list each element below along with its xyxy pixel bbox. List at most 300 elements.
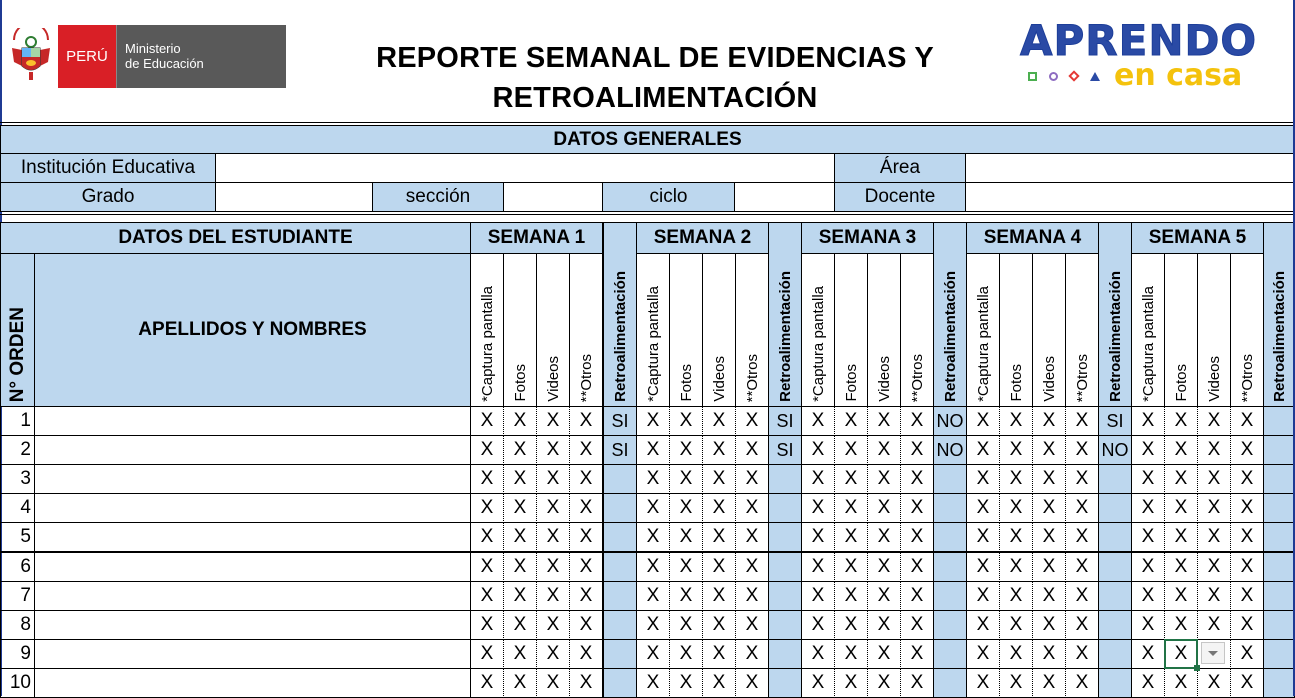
evidence-cell[interactable]: X bbox=[834, 552, 868, 582]
evidence-cell[interactable]: X bbox=[801, 522, 835, 552]
evidence-cell[interactable]: X bbox=[1065, 639, 1099, 669]
evidence-cell[interactable]: X bbox=[867, 493, 901, 523]
evidence-cell[interactable]: X bbox=[569, 522, 603, 552]
evidence-col-label: *Captura pantalla bbox=[644, 286, 662, 402]
retro-cell[interactable] bbox=[603, 581, 637, 611]
student-name-cell[interactable] bbox=[34, 639, 471, 669]
evidence-cell[interactable]: X bbox=[735, 581, 769, 611]
row-number: 4 bbox=[0, 493, 35, 523]
evidence-cell[interactable]: X bbox=[669, 406, 703, 436]
evidence-cell[interactable]: X bbox=[867, 668, 901, 698]
evidence-cell[interactable]: X bbox=[966, 552, 1000, 582]
evidence-cell[interactable]: X bbox=[735, 464, 769, 494]
retro-cell[interactable]: SI bbox=[768, 406, 802, 436]
retro-cell[interactable]: SI bbox=[1098, 406, 1132, 436]
retro-cell[interactable] bbox=[1263, 435, 1295, 465]
evidence-cell[interactable]: X bbox=[900, 435, 934, 465]
evidence-cell[interactable]: X bbox=[735, 552, 769, 582]
evidence-cell[interactable]: X bbox=[867, 522, 901, 552]
retro-cell[interactable] bbox=[1098, 639, 1132, 669]
evidence-cell[interactable]: X bbox=[735, 435, 769, 465]
retro-cell[interactable] bbox=[1098, 610, 1132, 640]
evidence-cell[interactable]: X bbox=[702, 493, 736, 523]
evidence-cell[interactable]: X bbox=[636, 552, 670, 582]
student-name-cell[interactable] bbox=[34, 435, 471, 465]
week-header-3: SEMANA 3 bbox=[801, 222, 934, 254]
evidence-col-header bbox=[702, 253, 736, 407]
evidence-cell[interactable]: X bbox=[669, 581, 703, 611]
evidence-cell[interactable]: X bbox=[1230, 406, 1264, 436]
retro-col-label: Retroalimentación bbox=[1106, 271, 1124, 402]
evidence-cell[interactable]: X bbox=[569, 581, 603, 611]
evidence-cell[interactable]: X bbox=[1164, 464, 1198, 494]
evidence-cell[interactable]: X bbox=[669, 464, 703, 494]
evidence-cell[interactable]: X bbox=[1230, 639, 1264, 669]
evidence-cell[interactable]: X bbox=[1197, 522, 1231, 552]
evidence-cell[interactable]: X bbox=[867, 581, 901, 611]
retro-cell[interactable] bbox=[768, 464, 802, 494]
retro-cell[interactable] bbox=[1263, 668, 1295, 698]
evidence-cell[interactable]: X bbox=[669, 668, 703, 698]
evidence-cell[interactable]: X bbox=[1197, 552, 1231, 582]
evidence-cell[interactable]: X bbox=[636, 668, 670, 698]
retro-cell[interactable] bbox=[1263, 406, 1295, 436]
evidence-cell[interactable]: X bbox=[834, 493, 868, 523]
evidence-cell[interactable]: X bbox=[1032, 493, 1066, 523]
evidence-cell[interactable]: X bbox=[900, 581, 934, 611]
evidence-cell[interactable]: X bbox=[636, 581, 670, 611]
diamond-icon bbox=[1068, 70, 1079, 81]
retro-cell[interactable] bbox=[933, 522, 967, 552]
retro-cell[interactable] bbox=[1098, 464, 1132, 494]
area-input[interactable] bbox=[965, 153, 1295, 183]
student-name-cell[interactable] bbox=[34, 581, 471, 611]
evidence-cell[interactable]: X bbox=[636, 639, 670, 669]
evidence-cell[interactable]: X bbox=[900, 639, 934, 669]
evidence-cell[interactable]: X bbox=[801, 639, 835, 669]
evidence-cell[interactable]: X bbox=[834, 639, 868, 669]
retro-cell[interactable]: SI bbox=[603, 406, 637, 436]
evidence-cell[interactable]: X bbox=[636, 610, 670, 640]
evidence-cell[interactable]: X bbox=[867, 464, 901, 494]
evidence-cell[interactable]: X bbox=[999, 406, 1033, 436]
evidence-cell[interactable]: X bbox=[1131, 581, 1165, 611]
evidence-cell[interactable]: X bbox=[1230, 464, 1264, 494]
evidence-col-header bbox=[900, 253, 934, 407]
evidence-cell[interactable]: X bbox=[1065, 406, 1099, 436]
evidence-cell[interactable]: X bbox=[470, 581, 504, 611]
evidence-cell[interactable]: X bbox=[900, 522, 934, 552]
evidence-cell[interactable]: X bbox=[669, 610, 703, 640]
evidence-cell[interactable]: X bbox=[900, 552, 934, 582]
evidence-cell[interactable]: X bbox=[669, 522, 703, 552]
evidence-cell[interactable]: X bbox=[801, 435, 835, 465]
evidence-cell[interactable]: X bbox=[569, 639, 603, 669]
evidence-col-header bbox=[470, 253, 504, 407]
evidence-cell[interactable]: X bbox=[702, 406, 736, 436]
evidence-cell[interactable]: X bbox=[966, 639, 1000, 669]
evidence-col-header bbox=[735, 253, 769, 407]
evidence-cell[interactable]: X bbox=[669, 435, 703, 465]
evidence-cell[interactable]: X bbox=[636, 522, 670, 552]
divider bbox=[0, 122, 1295, 123]
row-number: 6 bbox=[0, 552, 35, 582]
evidence-cell[interactable]: X bbox=[1065, 435, 1099, 465]
evidence-cell[interactable]: X bbox=[470, 493, 504, 523]
retro-cell[interactable] bbox=[1263, 493, 1295, 523]
evidence-cell[interactable]: X bbox=[1230, 435, 1264, 465]
evidence-cell[interactable]: X bbox=[1065, 522, 1099, 552]
evidence-cell[interactable]: X bbox=[966, 610, 1000, 640]
evidence-cell[interactable]: X bbox=[569, 435, 603, 465]
evidence-cell[interactable]: X bbox=[900, 464, 934, 494]
evidence-cell[interactable]: X bbox=[1164, 435, 1198, 465]
retro-cell[interactable] bbox=[768, 639, 802, 669]
evidence-cell[interactable]: X bbox=[503, 581, 537, 611]
evidence-cell[interactable]: X bbox=[1131, 668, 1165, 698]
evidence-cell[interactable]: X bbox=[966, 493, 1000, 523]
evidence-cell[interactable]: X bbox=[636, 406, 670, 436]
retro-cell[interactable] bbox=[1263, 522, 1295, 552]
evidence-cell[interactable]: X bbox=[999, 522, 1033, 552]
docente-input[interactable] bbox=[965, 182, 1295, 212]
evidence-cell[interactable]: X bbox=[966, 581, 1000, 611]
evidence-cell[interactable]: X bbox=[702, 668, 736, 698]
evidence-cell[interactable]: X bbox=[1065, 464, 1099, 494]
evidence-cell[interactable]: X bbox=[801, 464, 835, 494]
selected-evidence-cell[interactable]: X bbox=[1164, 639, 1198, 669]
evidence-cell[interactable]: X bbox=[503, 610, 537, 640]
evidence-cell[interactable]: X bbox=[1197, 610, 1231, 640]
aprendo-en-casa-logo bbox=[1020, 18, 1280, 98]
evidence-cell[interactable]: X bbox=[801, 406, 835, 436]
evidence-cell[interactable]: X bbox=[735, 610, 769, 640]
col-header-nombres: APELLIDOS Y NOMBRES bbox=[34, 253, 471, 407]
evidence-cell[interactable]: X bbox=[1032, 552, 1066, 582]
retro-cell[interactable]: SI bbox=[768, 435, 802, 465]
evidence-cell[interactable]: X bbox=[1164, 493, 1198, 523]
retro-cell[interactable] bbox=[933, 493, 967, 523]
evidence-cell[interactable]: X bbox=[834, 581, 868, 611]
evidence-cell[interactable]: X bbox=[702, 464, 736, 494]
evidence-cell[interactable]: X bbox=[834, 464, 868, 494]
evidence-cell[interactable]: X bbox=[1065, 668, 1099, 698]
evidence-cell[interactable]: X bbox=[1230, 581, 1264, 611]
retro-cell[interactable] bbox=[933, 610, 967, 640]
datos-estudiante-title: DATOS DEL ESTUDIANTE bbox=[0, 222, 471, 254]
evidence-cell[interactable]: X bbox=[1197, 406, 1231, 436]
evidence-cell[interactable]: X bbox=[834, 610, 868, 640]
evidence-cell[interactable]: X bbox=[569, 493, 603, 523]
evidence-cell[interactable]: X bbox=[536, 552, 570, 582]
evidence-cell[interactable]: X bbox=[966, 668, 1000, 698]
evidence-cell[interactable]: X bbox=[999, 435, 1033, 465]
student-name-cell[interactable] bbox=[34, 668, 471, 698]
evidence-cell[interactable]: X bbox=[1197, 581, 1231, 611]
evidence-cell[interactable]: X bbox=[569, 610, 603, 640]
ministry-line2: de Educación bbox=[125, 56, 204, 71]
evidence-cell[interactable]: X bbox=[1197, 493, 1231, 523]
label-area: Área bbox=[834, 153, 966, 183]
retro-col-header-4 bbox=[1098, 222, 1132, 407]
evidence-cell[interactable]: X bbox=[1131, 493, 1165, 523]
week-header-1: SEMANA 1 bbox=[470, 222, 603, 254]
evidence-cell[interactable]: X bbox=[569, 552, 603, 582]
retro-cell[interactable] bbox=[933, 639, 967, 669]
circle-icon bbox=[1049, 72, 1058, 81]
evidence-cell[interactable]: X bbox=[470, 639, 504, 669]
label-institucion: Institución Educativa bbox=[0, 153, 216, 183]
evidence-cell[interactable]: X bbox=[735, 406, 769, 436]
evidence-cell[interactable]: X bbox=[702, 552, 736, 582]
evidence-col-label: Fotos bbox=[677, 364, 695, 402]
evidence-col-header bbox=[834, 253, 868, 407]
evidence-cell[interactable]: X bbox=[999, 639, 1033, 669]
evidence-cell[interactable]: X bbox=[503, 406, 537, 436]
student-name-cell[interactable] bbox=[34, 522, 471, 552]
evidence-cell[interactable]: X bbox=[834, 522, 868, 552]
evidence-cell[interactable]: X bbox=[1164, 552, 1198, 582]
evidence-cell[interactable]: X bbox=[999, 552, 1033, 582]
retro-cell[interactable] bbox=[933, 581, 967, 611]
evidence-cell[interactable]: X bbox=[1032, 406, 1066, 436]
evidence-cell[interactable]: X bbox=[569, 464, 603, 494]
evidence-cell[interactable]: X bbox=[999, 581, 1033, 611]
retro-cell[interactable] bbox=[933, 464, 967, 494]
retro-cell[interactable] bbox=[603, 552, 637, 582]
evidence-cell[interactable]: X bbox=[536, 668, 570, 698]
evidence-cell[interactable]: X bbox=[470, 435, 504, 465]
evidence-cell[interactable]: X bbox=[834, 406, 868, 436]
evidence-cell[interactable]: X bbox=[966, 406, 1000, 436]
evidence-cell[interactable]: X bbox=[867, 610, 901, 640]
label-grado: Grado bbox=[0, 182, 216, 212]
cell-dropdown-button[interactable] bbox=[1201, 642, 1225, 664]
evidence-cell[interactable]: X bbox=[569, 406, 603, 436]
evidence-cell[interactable]: X bbox=[702, 581, 736, 611]
evidence-cell[interactable]: X bbox=[569, 668, 603, 698]
evidence-cell[interactable]: X bbox=[999, 668, 1033, 698]
retro-cell[interactable] bbox=[1263, 552, 1295, 582]
evidence-cell[interactable]: X bbox=[1164, 406, 1198, 436]
retro-cell[interactable]: NO bbox=[1098, 435, 1132, 465]
retro-cell[interactable] bbox=[1098, 493, 1132, 523]
retro-cell[interactable] bbox=[603, 464, 637, 494]
seccion-input[interactable] bbox=[503, 182, 603, 212]
evidence-cell[interactable]: X bbox=[702, 610, 736, 640]
evidence-cell[interactable]: X bbox=[867, 639, 901, 669]
evidence-cell[interactable]: X bbox=[470, 406, 504, 436]
retro-cell[interactable] bbox=[603, 493, 637, 523]
retro-cell[interactable] bbox=[1098, 552, 1132, 582]
retro-cell[interactable] bbox=[768, 581, 802, 611]
retro-cell[interactable] bbox=[933, 668, 967, 698]
evidence-cell[interactable]: X bbox=[503, 639, 537, 669]
retro-cell[interactable] bbox=[1098, 581, 1132, 611]
evidence-cell[interactable]: X bbox=[1032, 639, 1066, 669]
retro-cell[interactable]: NO bbox=[933, 435, 967, 465]
evidence-cell[interactable]: X bbox=[536, 493, 570, 523]
fill-handle[interactable] bbox=[1194, 665, 1200, 671]
evidence-cell[interactable]: X bbox=[1065, 552, 1099, 582]
evidence-cell[interactable]: X bbox=[1065, 610, 1099, 640]
evidence-cell[interactable]: X bbox=[1032, 581, 1066, 611]
retro-cell[interactable] bbox=[603, 639, 637, 669]
evidence-cell[interactable]: X bbox=[470, 552, 504, 582]
grado-input[interactable] bbox=[215, 182, 373, 212]
retro-cell[interactable] bbox=[603, 668, 637, 698]
evidence-cell[interactable]: X bbox=[867, 406, 901, 436]
evidence-cell[interactable]: X bbox=[1131, 610, 1165, 640]
evidence-cell[interactable]: X bbox=[1230, 493, 1264, 523]
evidence-cell[interactable]: X bbox=[900, 406, 934, 436]
evidence-cell[interactable]: X bbox=[1230, 668, 1264, 698]
retro-cell[interactable] bbox=[1263, 639, 1295, 669]
evidence-cell[interactable]: X bbox=[1230, 552, 1264, 582]
evidence-cell[interactable]: X bbox=[1131, 552, 1165, 582]
title-line2: RETROALIMENTACIÓN bbox=[492, 82, 818, 114]
retro-cell[interactable] bbox=[603, 610, 637, 640]
evidence-cell[interactable]: X bbox=[702, 522, 736, 552]
evidence-cell[interactable]: X bbox=[536, 522, 570, 552]
evidence-cell[interactable]: X bbox=[1065, 581, 1099, 611]
evidence-cell[interactable]: X bbox=[503, 493, 537, 523]
evidence-cell[interactable]: X bbox=[536, 581, 570, 611]
evidence-cell[interactable]: X bbox=[1164, 610, 1198, 640]
retro-cell[interactable] bbox=[768, 522, 802, 552]
evidence-cell[interactable]: X bbox=[1131, 406, 1165, 436]
retro-cell[interactable] bbox=[768, 610, 802, 640]
evidence-cell[interactable]: X bbox=[1230, 522, 1264, 552]
retro-cell[interactable] bbox=[603, 522, 637, 552]
evidence-cell[interactable]: X bbox=[536, 464, 570, 494]
retro-cell[interactable] bbox=[768, 668, 802, 698]
evidence-cell[interactable]: X bbox=[1164, 581, 1198, 611]
evidence-cell[interactable]: X bbox=[999, 464, 1033, 494]
row-number: 7 bbox=[0, 581, 35, 611]
evidence-cell[interactable]: X bbox=[966, 435, 1000, 465]
retro-cell[interactable] bbox=[1098, 668, 1132, 698]
evidence-cell[interactable]: X bbox=[1197, 464, 1231, 494]
evidence-col-header bbox=[801, 253, 835, 407]
retro-cell[interactable] bbox=[1263, 464, 1295, 494]
evidence-cell[interactable]: X bbox=[536, 639, 570, 669]
retro-cell[interactable] bbox=[768, 552, 802, 582]
evidence-cell[interactable]: X bbox=[669, 639, 703, 669]
evidence-col-header bbox=[536, 253, 570, 407]
evidence-cell[interactable]: X bbox=[900, 668, 934, 698]
evidence-cell[interactable]: X bbox=[801, 668, 835, 698]
row-number: 9 bbox=[0, 639, 35, 669]
evidence-cell[interactable]: X bbox=[735, 639, 769, 669]
evidence-cell[interactable]: X bbox=[999, 610, 1033, 640]
retro-cell[interactable]: NO bbox=[933, 406, 967, 436]
evidence-cell[interactable]: X bbox=[1164, 668, 1198, 698]
evidence-cell[interactable]: X bbox=[801, 493, 835, 523]
evidence-cell[interactable]: X bbox=[735, 493, 769, 523]
evidence-cell[interactable]: X bbox=[1032, 610, 1066, 640]
evidence-cell[interactable]: X bbox=[1131, 464, 1165, 494]
chevron-down-icon bbox=[1208, 651, 1218, 656]
evidence-cell[interactable]: X bbox=[669, 552, 703, 582]
evidence-cell[interactable]: X bbox=[669, 493, 703, 523]
evidence-cell[interactable]: X bbox=[536, 435, 570, 465]
evidence-cell[interactable]: X bbox=[1032, 435, 1066, 465]
evidence-cell[interactable]: X bbox=[801, 552, 835, 582]
evidence-cell[interactable]: X bbox=[1032, 464, 1066, 494]
evidence-cell[interactable]: X bbox=[1065, 493, 1099, 523]
evidence-cell[interactable]: X bbox=[503, 552, 537, 582]
evidence-cell[interactable]: X bbox=[1197, 668, 1231, 698]
student-name-cell[interactable] bbox=[34, 464, 471, 494]
evidence-cell[interactable]: X bbox=[1197, 435, 1231, 465]
evidence-cell[interactable]: X bbox=[834, 435, 868, 465]
evidence-cell[interactable]: X bbox=[636, 493, 670, 523]
retro-cell[interactable] bbox=[768, 493, 802, 523]
logo-main-text: APRENDO bbox=[1020, 16, 1258, 65]
retro-cell[interactable] bbox=[1263, 581, 1295, 611]
evidence-cell[interactable]: X bbox=[503, 522, 537, 552]
evidence-cell[interactable]: X bbox=[834, 668, 868, 698]
evidence-cell[interactable]: X bbox=[1131, 435, 1165, 465]
evidence-cell[interactable]: X bbox=[470, 464, 504, 494]
evidence-cell[interactable]: X bbox=[900, 493, 934, 523]
evidence-cell[interactable]: X bbox=[470, 610, 504, 640]
evidence-cell[interactable]: X bbox=[999, 493, 1033, 523]
evidence-cell[interactable]: X bbox=[470, 668, 504, 698]
evidence-cell[interactable]: X bbox=[636, 464, 670, 494]
evidence-cell[interactable]: X bbox=[503, 668, 537, 698]
evidence-cell[interactable]: X bbox=[900, 610, 934, 640]
student-name-cell[interactable] bbox=[34, 610, 471, 640]
student-name-cell[interactable] bbox=[34, 552, 471, 582]
retro-cell[interactable] bbox=[1098, 522, 1132, 552]
evidence-cell[interactable]: X bbox=[1164, 522, 1198, 552]
evidence-cell[interactable]: X bbox=[867, 552, 901, 582]
evidence-cell[interactable]: X bbox=[1230, 610, 1264, 640]
evidence-cell[interactable]: X bbox=[1131, 522, 1165, 552]
evidence-cell[interactable]: X bbox=[636, 435, 670, 465]
evidence-cell[interactable]: X bbox=[966, 522, 1000, 552]
retro-cell[interactable]: SI bbox=[603, 435, 637, 465]
evidence-cell[interactable]: X bbox=[1131, 639, 1165, 669]
evidence-cell[interactable]: X bbox=[503, 464, 537, 494]
evidence-cell[interactable]: X bbox=[536, 610, 570, 640]
institucion-input[interactable] bbox=[215, 153, 835, 183]
retro-cell[interactable] bbox=[933, 552, 967, 582]
ciclo-input[interactable] bbox=[734, 182, 835, 212]
evidence-cell[interactable]: X bbox=[536, 406, 570, 436]
evidence-cell[interactable]: X bbox=[1032, 522, 1066, 552]
evidence-cell[interactable]: X bbox=[966, 464, 1000, 494]
evidence-cell[interactable]: X bbox=[801, 610, 835, 640]
retro-cell[interactable] bbox=[1263, 610, 1295, 640]
evidence-cell[interactable]: X bbox=[1032, 668, 1066, 698]
evidence-cell[interactable]: X bbox=[503, 435, 537, 465]
evidence-cell[interactable]: X bbox=[735, 668, 769, 698]
evidence-col-header bbox=[1230, 253, 1264, 407]
evidence-cell[interactable]: X bbox=[735, 522, 769, 552]
evidence-cell[interactable]: X bbox=[702, 639, 736, 669]
evidence-cell[interactable]: X bbox=[470, 522, 504, 552]
week-header-4: SEMANA 4 bbox=[966, 222, 1099, 254]
student-name-cell[interactable] bbox=[34, 493, 471, 523]
evidence-col-header bbox=[966, 253, 1000, 407]
evidence-cell[interactable]: X bbox=[867, 435, 901, 465]
student-name-cell[interactable] bbox=[34, 406, 471, 436]
evidence-cell[interactable]: X bbox=[702, 435, 736, 465]
evidence-cell[interactable]: X bbox=[801, 581, 835, 611]
